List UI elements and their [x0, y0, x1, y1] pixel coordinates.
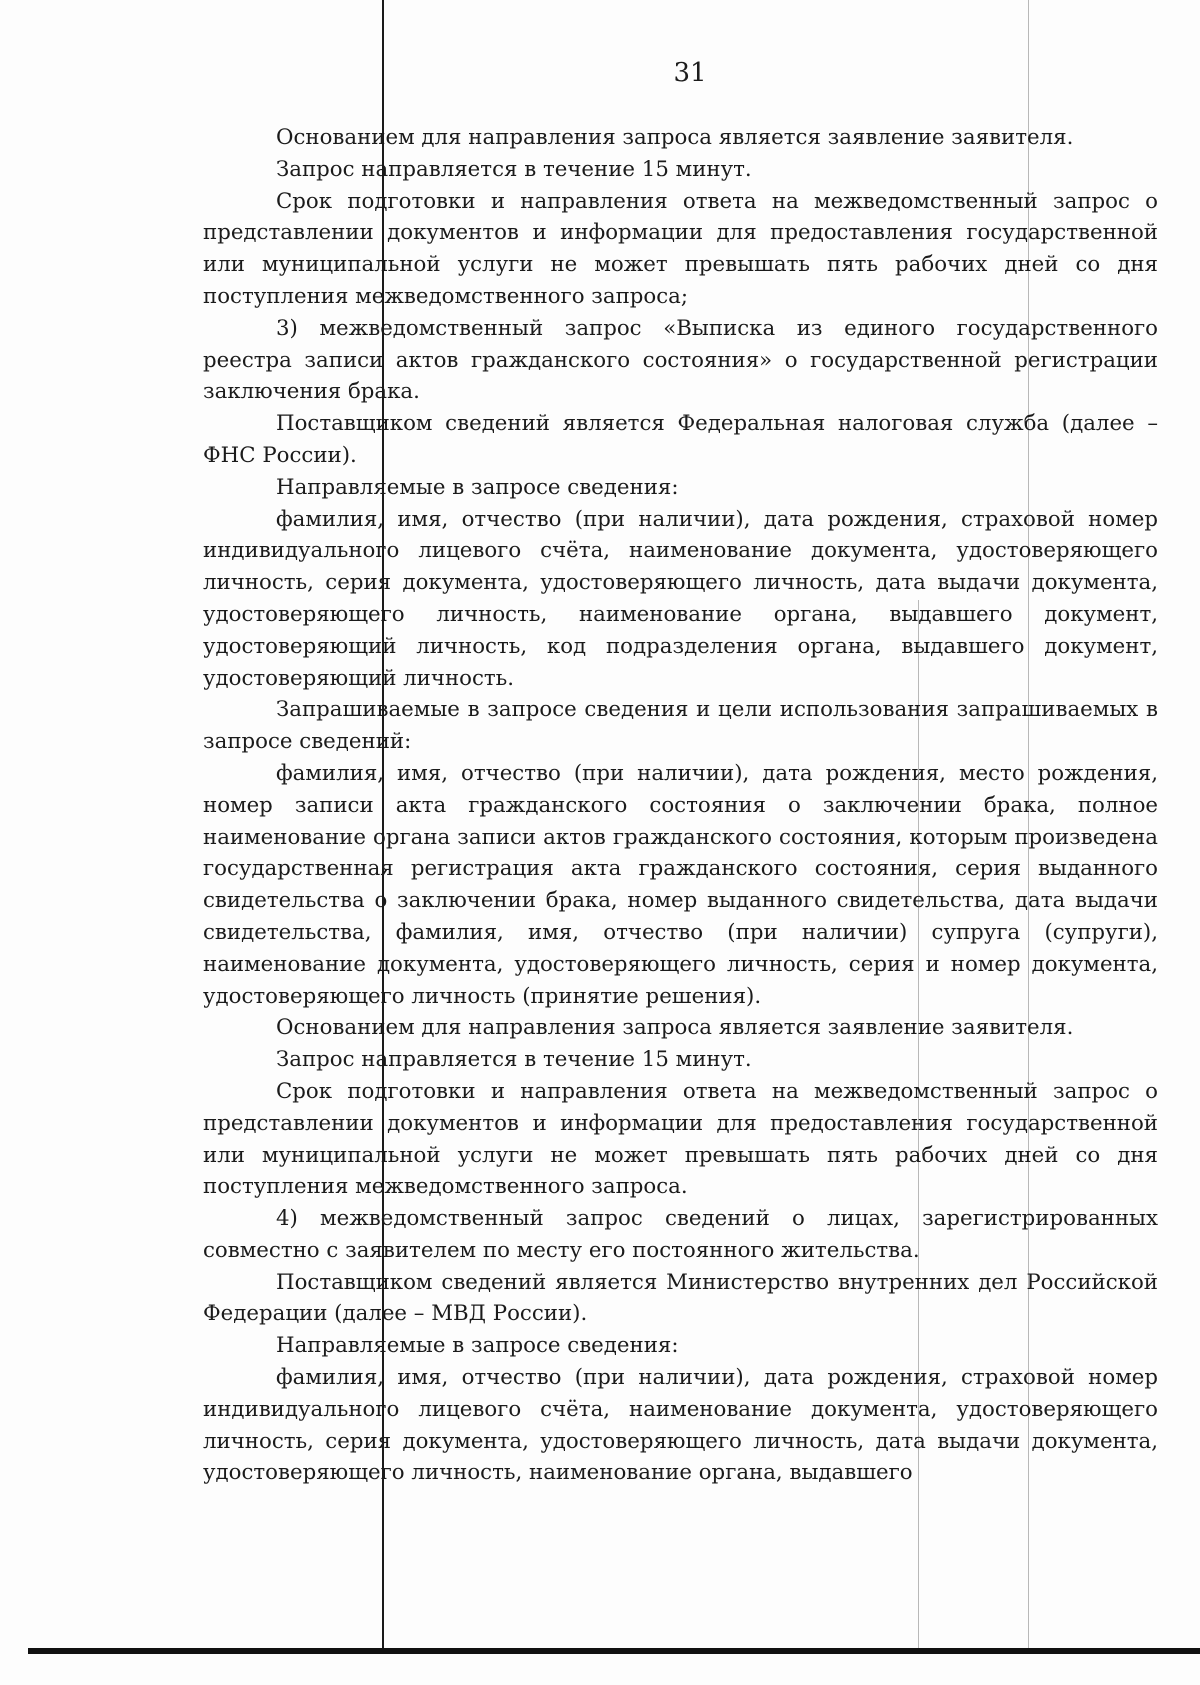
paragraph: Запрашиваемые в запросе сведения и цели использования запрашиваемых в запросе сведений:: [203, 697, 1158, 755]
document-body: [203, 122, 1158, 1489]
paragraph: Основанием для направления запроса является заявление заявителя.: [276, 1015, 1074, 1041]
paragraph: 4) межведомственный запрос сведений о лицах, зарегистрированных совместно с заявителем по месту его постоянного жительства.: [203, 1206, 1158, 1263]
page-number: 31: [673, 58, 707, 88]
paragraph: Срок подготовки и направления ответа на межведомственный запрос о представлении документов и информации для предоставления государственной или муниципальной услуги не может превышать пять рабочих дней со дня поступления межведомственного запроса;: [203, 188, 1158, 309]
paragraph: Основанием для направления запроса является заявление заявителя.: [276, 125, 1074, 150]
paragraph: Поставщиком сведений является Министерство внутренних дел Российской Федерации (далее – МВД России).: [203, 1269, 1158, 1327]
paragraph: Запрос направляется в течение 15 минут.: [276, 1047, 752, 1073]
paragraph: Направляемые в запросе сведения:: [276, 1333, 679, 1359]
paragraph: фамилия, имя, отчество (при наличии), дата рождения, место рождения, номер записи акта гражданского состояния о заключении брака, полное наименование органа записи актов гражданского состояния, которым произведена государственная регистрация акта гражданского состояния, серия выданного свидетельства о заключении брака, номер выданного свидетельства, дата выдачи свидетельства, фамилия, имя, отчество (при наличии) супруга (супруги), наименование документа, удостоверяющего личность, серия и номер документа, удостоверяющего личность (принятие решения).: [203, 760, 1158, 1009]
paragraph: Срок подготовки и направления ответа на межведомственный запрос о представлении документов и информации для предоставления государственной или муниципальной услуги не может превышать пять рабочих дней со дня поступления межведомственного запроса.: [203, 1078, 1158, 1200]
paragraph: Запрос направляется в течение 15 минут.: [276, 156, 752, 182]
paragraph: 3) межведомственный запрос «Выписка из единого государственного реестра записи актов гражданского состояния» о государственной регистрации заключения брака.: [203, 315, 1158, 405]
paragraph: Направляемые в запросе сведения:: [276, 474, 679, 500]
paragraph: фамилия, имя, отчество (при наличии), дата рождения, страховой номер индивидуального лицевого счёта, наименование документа, удостоверяющего личность, серия документа, удостоверяющего личность, дата выдачи документа, удостоверяющего личность, наименование органа, выдавшего документ, удостоверяющий личность, код подразделения органа, выдавшего документ, удостоверяющий личность.: [203, 506, 1158, 691]
scan-bottom-edge: [28, 1648, 1200, 1654]
paragraph: Поставщиком сведений является Федеральная налоговая служба (далее – ФНС России).: [203, 411, 1158, 468]
paragraph: фамилия, имя, отчество (при наличии), дата рождения, страховой номер индивидуального лицевого счёта, наименование документа, удостоверяющего личность, серия документа, удостоверяющего личность, дата выдачи документа, удостоверяющего личность, наименование органа, выдавшего: [203, 1365, 1158, 1486]
